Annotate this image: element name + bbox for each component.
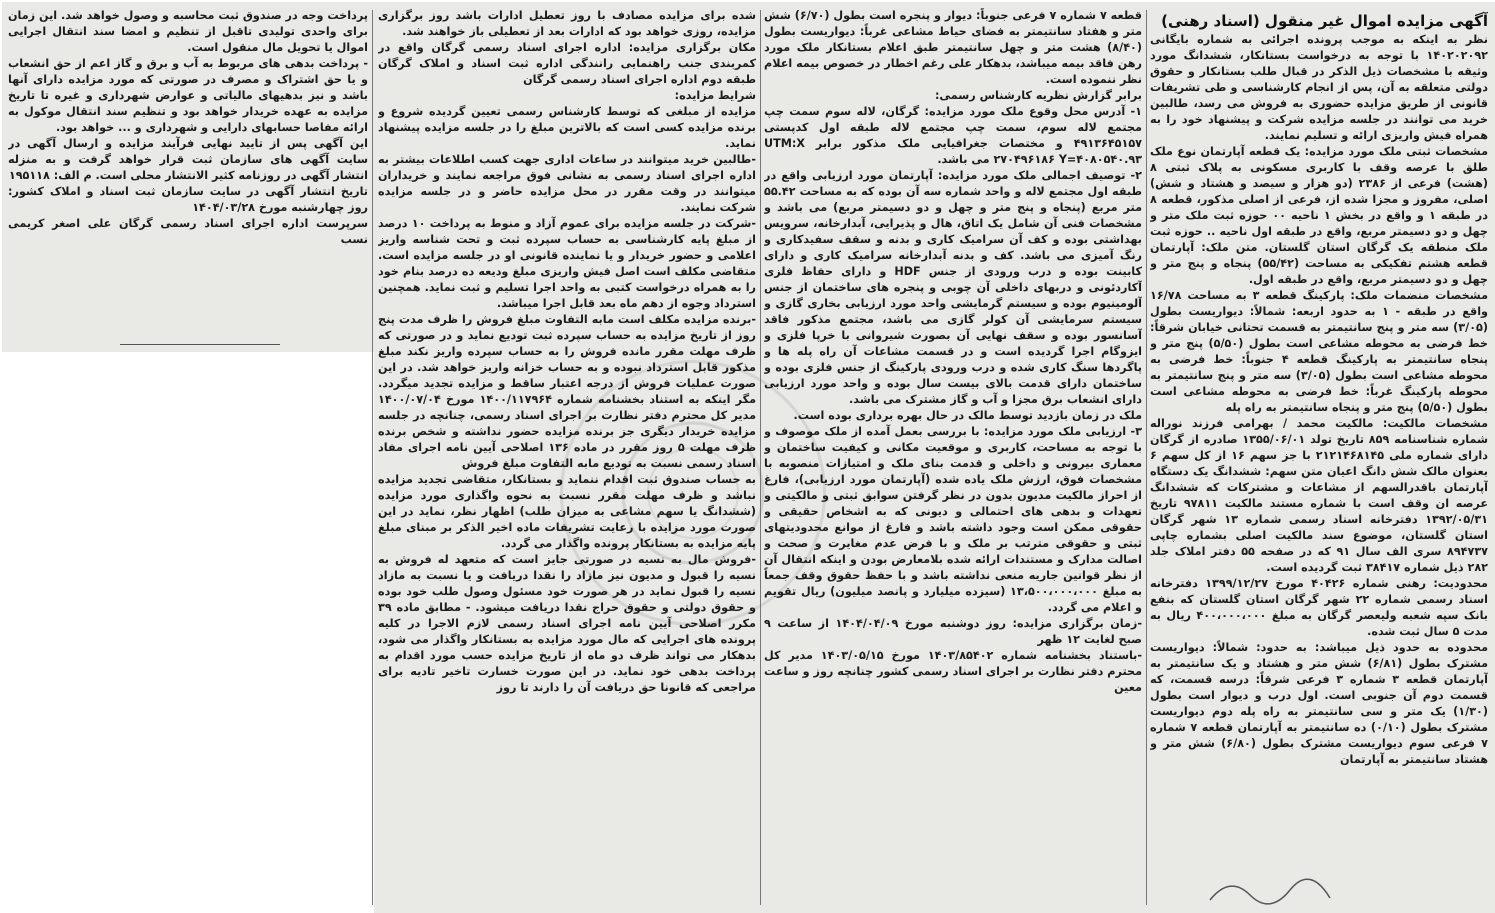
column-divider xyxy=(372,10,373,905)
signature-line: سرپرست اداره اجرای اسناد رسمی گرگان علی اصغر کریمی نسب xyxy=(8,217,368,246)
paragraph: مکان برگزاری مزایده: اداره اجرای اسناد رسمی گرگان واقع در کمربندی جنب راهنمایی رانندگی اداره ثبت اسناد و املاک گرگان طبقه دوم اداره اجرای اسناد رسمی گرگان xyxy=(378,41,756,86)
paragraph: -طالبین خرید میتوانند در ساعات اداری جهت کسب اطلاعات بیشتر به اداره اجرای اسناد رسمی به نشانی فوق مراجعه نمایند و خریداران میتوانند در وقت مقرر در محل مزایده حاضر و در جلسه مزایده شرکت نمایند. xyxy=(378,153,756,214)
paragraph: -زمان برگزاری مزایده: روز دوشنبه مورخ ۱۴۰۴/۰۴/۰۹ از ساعت ۹ صبح لغایت ۱۲ ظهر xyxy=(764,617,1142,646)
paragraph: - پرداخت بدهی های مربوط به آب و برق و گاز اعم از حق انشعاب و یا حق اشتراک و مصرف در صورتی که مورد مزایده دارای آنها باشد و نیز بدهیهای مالیاتی و عوارض شهرداری و غیره تا تاریخ مزایده به عهده خریدار خواهد بود و تنظیم سند انتقال موکول به ارائه مفاصا حسابهای دارایی و شهرداری و ... خواهد بود. xyxy=(8,57,368,134)
paragraph: نظر به اینکه به موجب پرونده اجرائی به شماره بایگانی ۱۴۰۲۰۲۰۹۲ با توجه به درخواست بستانکار، ششدانگ مورد وثیقه با مشخصات ذیل الذکر در قبال طلب بستانکار و حقوق دولتی متعلقه به آن، پس از انجام کارشناسی و طی تشریفات قانونی از طریق مزایده حضوری به فروش می رسد، طالبین خرید می توانند در جلسه مزایده شرکت و پیشنهاد خود را به همراه فیش واریزی ارائه و تسلیم نمایند. xyxy=(1150,33,1488,142)
paragraph: به حساب صندوق ثبت اقدام ننماید و بستانکار، متقاضی تجدید مزایده نباشد و ظرف مهلت مقرر نسبت به نحوه واگذاری مورد مزایده (ششدانگ یا سهم مشاعی به میزان طلب) اظهار نظر، نماید در این صورت مورد مزایده با رعایت تشریفات ماده اخیر الذکر بر مبنای مبلغ پایه مزایده به بستانکار پرونده واگذار می گردد. xyxy=(378,473,756,550)
paragraph: -برنده مزایده مکلف است مابه التفاوت مبلغ فروش را ظرف مدت پنج روز از تاریخ مزایده به حساب سپرده ثبت تودیع نماید و در صورتی که ظرف مهلت مقرر مانده فروش را به حساب سپرده واریز نکند مبلغ مذکور قابل استرداد نبوده و به حساب خزانه واریز خواهد شد. در این صورت عملیات فروش از درجه اعتبار ساقط و مزایده تجدید میگردد. مگر اینکه به استناد بخشنامه شماره ۱۴۰۰/۱۱۷۹۶۴ مورخ ۱۴۰۰/۰۷/۰۴ مدیر کل محترم دفتر نظارت بر اجرای اسناد رسمی، چنانچه در جلسه مزایده خریدار دیگری جز برنده مزایده حضور نداشته و شخص برنده ظرف مهلت ۵ روز مقرر در ماده ۱۳۶ اصلاحی آیین نامه اجرای مفاد اسناد رسمی نسبت به تودیع مابه التفاوت مبلغ فروش xyxy=(378,313,756,470)
paragraph: ملک در زمان بازدید توسط مالک در حال بهره برداری بوده است. xyxy=(793,409,1142,422)
column-divider xyxy=(1146,10,1147,905)
paragraph: -فروش مال به نسیه در صورتی جایز است که متعهد له فروش به نسیه را قبول و مدیون نیز مازاد را نقدا دریافت و یا نسبت به مازاد نسیه را قبول نماید در هر صورت خود مسئول وصول طلب خود بوده و حقوق دولتی و حقوق حراج نقدا دریافت میشود. - مطابق ماده ۳۹ مکرر اصلاحی آیین نامه اجرای اسناد رسمی لازم الاجرا در کلیه پرونده های اجرایی که مال مورد مزایده به بستانکار واگذار می شود، بدهکار می تواند ظرف دو ماه از تاریخ مزایده حسب مورد اقدام به پرداخت بدهی خود نماید. در این صورت خسارت تاخیر تادیه برای مراجعی که قانونا حق دریافت آن را دارند تا روز xyxy=(378,553,756,694)
notice-title: آگهی مزایده اموال غیر منقول (اسناد رهنی) xyxy=(1161,12,1488,30)
paragraph: تاریخ انتشار آگهی در سایت سازمان ثبت اسناد و املاک کشور: روز چهارشنبه مورخ ۱۴۰۴/۰۳/۲۸ xyxy=(8,185,368,214)
paragraph: ۳- ارزیابی ملک مورد مزایده: با بررسی بعمل آمده از ملک موصوف و با توجه به مساحت، کاربری و موقعیت مکانی و کیفیت ساختمان و معماری بیرونی و داخلی و قدمت بنای ملک و امتیازات منصوبه با مشخصات فوق، ارزش ملک یاده شده (آپارتمان مورد ارزیابی)، فارغ از احراز مالکیت مدیون بدون در نظر گرفتن سوابق ثبتی و مالکیتی و تعهدات و بدهی های احتمالی و دیونی که به اشخاص حقیقی و حقوقی ممکن است وجود داشته باشد و فارغ از موانع محدودیتهای ثبتی و حقوقی مترتب بر ملک و با فرض عدم مغایرت و صحت و اصالت مدارک و مستندات ارائه شده بلامعارض بودن و اینکه انتقال آن از نظر قوانین جاریه منعی نداشته باشد و با حفظ حقوق وقف جمعاً به مبلغ ۱۳،۵۰۰،۰۰۰،۰۰۰ (سیزده میلیارد و پانصد میلیون) ریال تقویم و اعلام می گردد. xyxy=(764,425,1142,614)
paragraph: برابر گزارش نظریه کارشناس رسمی: xyxy=(934,89,1142,102)
paragraph: شده برای مزایده مصادف با روز تعطیل ادارات باشد روز برگزاری مزایده، روزی خواهد بود که ادارات بعد از تعطیلی باز خواهند شد. xyxy=(378,9,756,38)
paragraph: ۲- توصیف اجمالی ملک مورد مزایده: آپارتمان مورد ارزیابی واقع در طبقه اول مجتمع لاله و واحد شماره سه آن بوده که به مساحت ۵۵.۴۲ متر مربع (پنجاه و پنج متر و چهل و دو دسیمتر مربع) می باشد و مشخصات فنی آن شامل یک اتاق، هال و پذیرایی، آبدارخانه، سرویس بهداشتی بوده و کف آن سرامیک کاری و بدنه و سقف سفیدکاری و رنگ آمیزی می باشد. کف و بدنه آبدارخانه سرامیک کاری و دارای کابینت بوده و درب ورودی از جنس HDF و دارای حفاظ فلزی آکاردئونی و دربهای داخلی آن چوبی و پنجره های ساختمان از جنس آلومینیوم بوده و سیستم گرمایشی واحد مورد ارزیابی بخاری گازی و سیستم سرمایشی آن کولر گازی می باشد، مجتمع مذکور فاقد آسانسور بوده و سقف نهایی آن بصورت شیروانی با خرپا فلزی و ایزوگام اجرا گردیده است و در قسمت مشاعات آن راه پله ها و پاگردها سنگ کاری شده و درب ورودی پارکینگ از جنس فلزی بوده و ساختمان دارای قدمت بالای بیست سال بوده و واحد مورد ارزیابی دارای انشعاب برق مجزا و آب و گاز مشترک می باشد. xyxy=(764,169,1142,406)
paragraph: مشخصات منضمات ملک: پارکینگ قطعه ۳ به مساحت ۱۶/۷۸ واقع در طبقه - ۱ به حدود اربعه: شمالاً: دیواریست بطول (۳/۰۵) سه متر و پنج سانتیمتر به قسمت تحتانی خیابان شرقاً: خط فرضی به محوطه مشاعی است بطول (۵/۵۰) پنج متر و پنجاه سانتیمتر به پارکینگ قطعه ۴ جنوباً: خط فرضی به محوطه مشاعی است بطول (۳/۰۵) سه متر و پنج سانتیمتر به محوطه پارکینگ غرباً: خط فرضی به محوطه مشاعی است بطول (۵/۵۰) پنج متر و پنجاه سانتیمتر به راه پله xyxy=(1150,289,1488,414)
signature-underline xyxy=(120,344,280,345)
handwritten-mark xyxy=(1200,870,1360,910)
paragraph: شرایط مزایده: xyxy=(674,89,756,102)
paragraph: مشخصات مالکیت: مالکیت محمد / بهرامی فرزند نوراله شماره شناسنامه ۸۵۹ تاریخ تولد ۱۳۵۵/۰۶/۰۱ صادره از گرگان دارای شماره ملی ۲۱۲۱۴۶۸۱۴۵ با جز سهم ۱۶ از کل سهم ۶ بعنوان مالک شش دانگ اعیان متن سهم: ششدانگ یک دستگاه آپارتمان باقدرالسهم از مشاعات و مشترکات که ششدانگ عرصه ان وقف است با شماره مستند مالکیت ۹۷۸۱۱ تاریخ ۱۳۹۲/۰۵/۳۱ دفترخانه اسناد رسمی شماره ۱۳ شهر گرگان استان گلستان، موضوع سند مالکیت اصلی بشماره چاپی ۸۹۴۷۳۷ سری الف سال ۹۱ که در صفحه ۵۵ دفتر املاک جلد ۲۸۲ ذیل شماره ۳۸۴۱۷ ثبت گردیده است. xyxy=(1150,417,1488,574)
paragraph: -باستناد بخشنامه شماره ۱۴۰۳/۸۵۴۰۲ مورخ ۱۴۰۳/۰۵/۱۵ مدیر کل محترم دفتر نظارت بر اجرای اسناد رسمی کشور چنانچه روز و ساعت معین xyxy=(764,649,1142,694)
notice-column-1 xyxy=(1150,10,1488,908)
paragraph: -شرکت در جلسه مزایده برای عموم آزاد و منوط به پرداخت ۱۰ درصد از مبلغ پایه کارشناسی به حساب سپرده ثبت و تحت شناسه واریز اعلامی و حضور خریدار و یا نماینده قانونی او در جلسه مزایده است. متقاضی مکلف است اصل فیش واریزی مبلغ ودیعه ده درصد بنام خود را به همراه درخواست کتبی به واحد اجرا تسلیم و ثبت نماید. همچنین استرداد وجوه از دهم ماه بعد قابل اجرا میباشد. xyxy=(378,217,756,310)
notice-column-2 xyxy=(764,8,1142,908)
paragraph: مزایده از مبلغی که توسط کارشناس رسمی تعیین گردیده شروع و برنده مزایده کسی است که بالاترین مبلغ را در جلسه مزایده پیشنهاد نماید. xyxy=(378,105,756,150)
paragraph: قطعه ۷ شماره ۷ فرعی جنوباً: دیوار و پنجره است بطول (۶/۷۰) شش متر و هفتاد سانتیمتر به فضای حیاط مشاعی غرباً: دیواریست بطول (۸/۴۰) هشت متر و چهل سانتیمتر طبق اعلام بستانکار ملک مورد رهن فاقد بیمه میباشد، بدهکار علی رغم اخطار در خصوص بیمه اعلام نظر ننموده است. xyxy=(764,9,1142,86)
paragraph: این آگهی پس از تایید نهایی فرآیند مزایده و ارسال آگهی در سایت آگهی های سازمان ثبت قرار خواهد گرفت و به منزله انتشار آگهی در روزنامه کثیر الانتشار محلی است. م الف: ۱۹۵۱۱۸ xyxy=(8,137,368,182)
notice-column-4 xyxy=(8,8,368,330)
paragraph: پرداخت وجه در صندوق ثبت محاسبه و وصول خواهد شد. این زمان برای واحدی تولیدی تاقبل از تنظیم و امضا سند انتقال اجرایی اموال یا تحویل مال منقول است. xyxy=(8,9,368,54)
paragraph: محدوده به حدود ذیل میباشد: به حدود: شمالاً: دیواریست مشترک بطول (۶/۸۱) شش متر و هشتاد و یک سانتیمتر به آپارتمان قطعه ۳ شماره ۳ فرعی شرقاً: درسه قسمت، که قسمت دوم آن جنوبی است. اول درب و دیوار است بطول (۱/۳۰) یک متر و سی سانتیمتر به راه پله دوم دیواریست مشترک بطول (۰/۱۰) ده سانتیمتر به آپارتمان قطعه ۷ شماره ۷ فرعی سوم دیواریست مشترک بطول (۶/۸۰) شش متر و هشتاد سانتیمتر به آپارتمان xyxy=(1150,641,1488,766)
column-divider xyxy=(760,10,761,905)
notice-column-3 xyxy=(378,8,756,908)
paragraph: مشخصات ثبتی ملک مورد مزایده: یک قطعه آپارتمان نوع ملک طلق با عرصه وقف با کاربری مسکونی به پلاک ثبتی ۸ (هشت) فرعی از ۲۳۸۶ (دو هزار و سیصد و هشتاد و شش) اصلی، مفروز و مجزا شده از، فرعی از اصلی مذکور، قطعه ۸ در طبقه ۱ و واقع در بخش ۱ ناحیه ۰۰ حوزه ثبت ملک متر و چهل و دو دسیمتر مربع، واقع در طبقه اول ناحیه .. حوزه ثبت ملک منطقه یک گرگان استان گلستان. متن ملک: آپارتمان قطعه هشتم تفکیکی به مساحت (۵۵/۴۲) پنجاه و پنج متر و چهل و دو دسیمتر مربع، واقع در طبقه اول. xyxy=(1150,145,1488,286)
paragraph: ۱- آدرس محل وقوع ملک مورد مزایده: گرگان، لاله سوم سمت چپ مجتمع لاله سوم، سمت چپ مجتمع لاله طبقه اول کدپستی ۴۹۱۳۶۴۵۱۵۷ و مختصات جغرافیایی ملک مذکور برابر UTM:X ۲۷۰۴۹۶۱۸۶ Y=۴۰۸۰۵۴۰.۹۳ می باشد. xyxy=(764,105,1142,166)
paragraph: محدودیت: رهنی شماره ۴۰۴۲۶ مورخ ۱۳۹۹/۱۲/۲۷ دفترخانه اسناد رسمی شماره ۲۲ شهر گرگان استان گلستان که بنفع بانک سپه شعبه ولیعصر گرگان به مبلغ ۴۰۰،۰۰۰،۰۰۰ ریال به مدت ۵ سال ثبت شده. xyxy=(1150,577,1488,638)
